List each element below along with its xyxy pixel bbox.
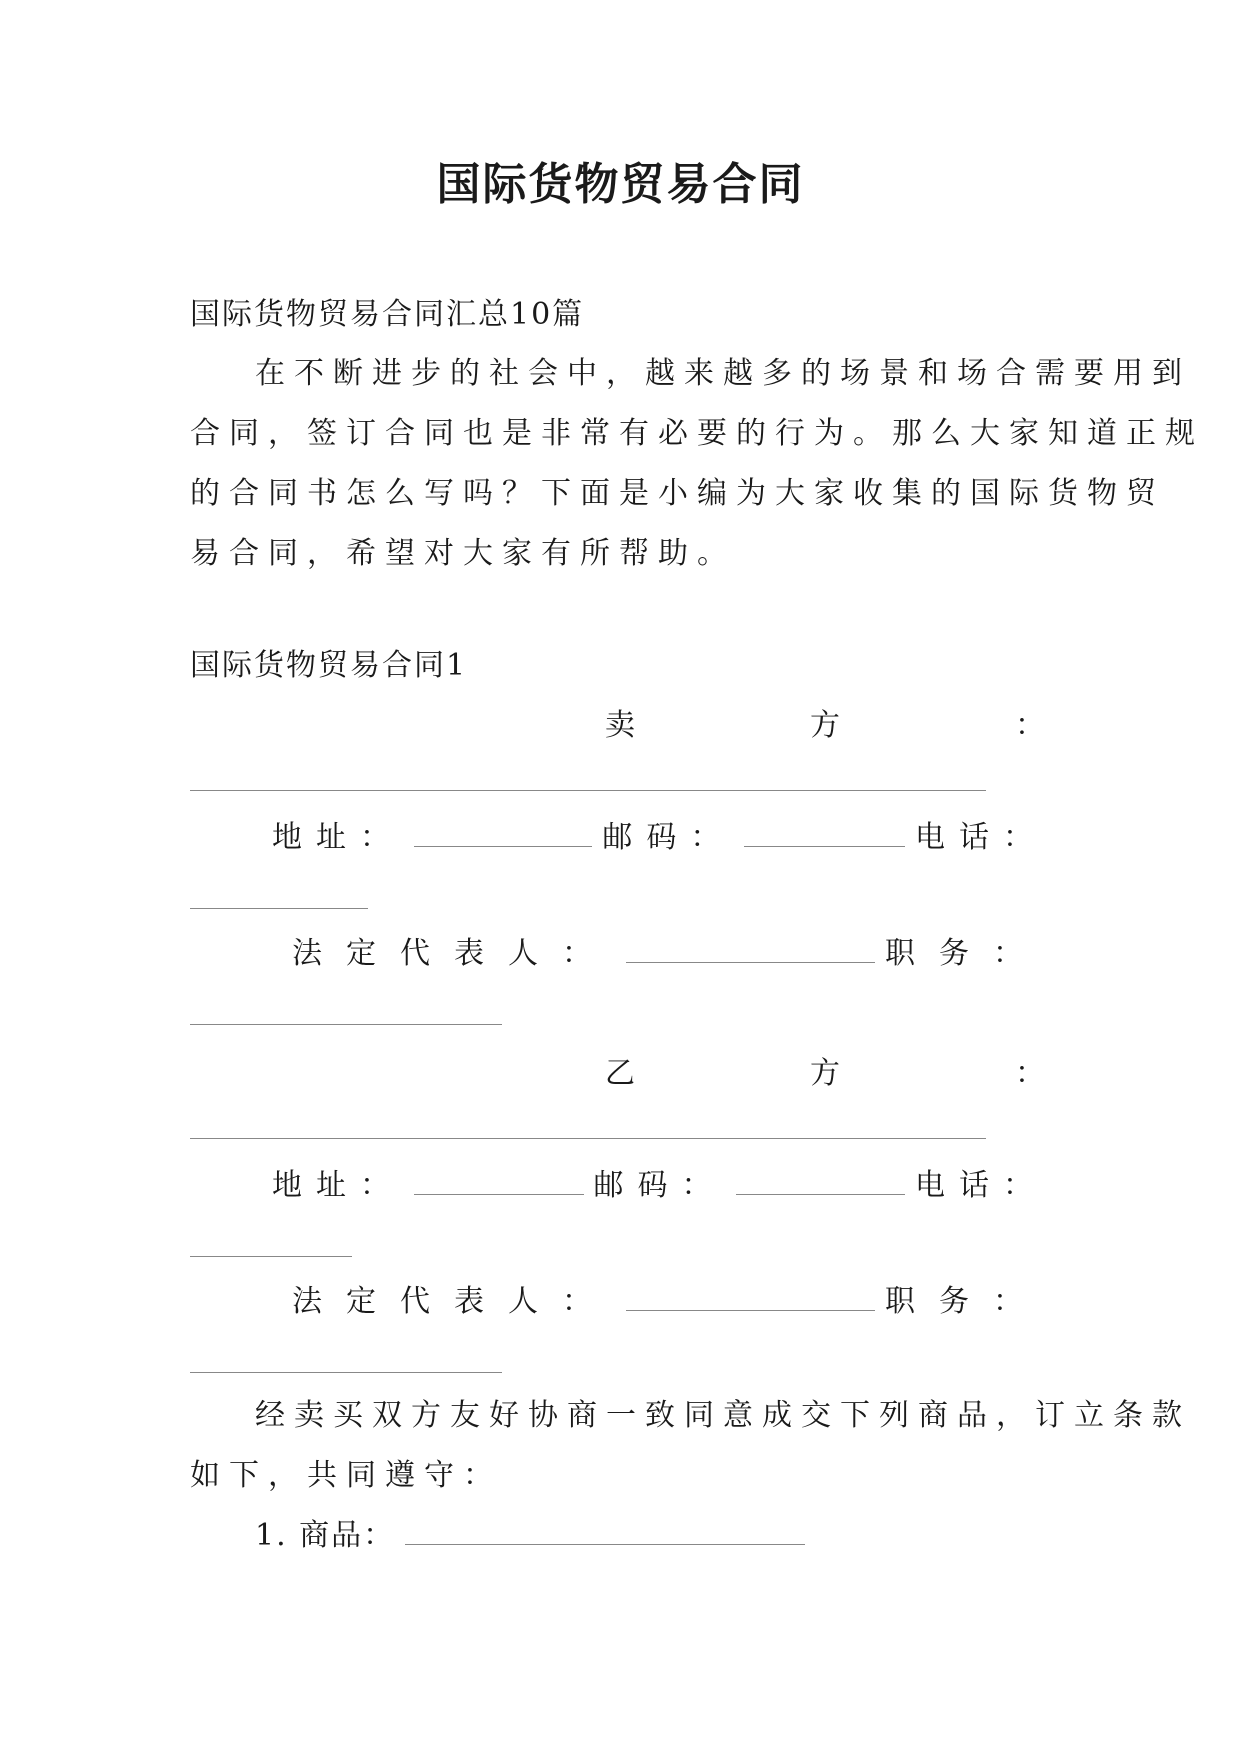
intro-line-4: 易合同，希望对大家有所帮助。	[190, 536, 736, 571]
buyer-party-char-1: 乙	[605, 1056, 635, 1091]
seller-address-blank[interactable]	[414, 812, 592, 847]
seller-party-line	[605, 696, 1045, 756]
buyer-rep-label: 法定代表人：	[292, 1284, 616, 1319]
buyer-contact-row	[272, 1156, 1047, 1216]
buyer-address-label: 地址：	[272, 1168, 404, 1203]
seller-rep-label: 法定代表人：	[292, 936, 616, 971]
agreement-line-2: 如下，共同遵守：	[190, 1458, 502, 1493]
document-subtitle: 国际货物贸易合同汇总10篇	[190, 297, 585, 332]
seller-contact-row	[272, 808, 1047, 868]
seller-title-blank[interactable]	[190, 1024, 502, 1025]
buyer-party-char-2: 方	[810, 1056, 840, 1091]
intro-line-3: 的合同书怎么写吗？下面是小编为大家收集的国际货物贸	[190, 476, 1165, 511]
item1-blank[interactable]	[405, 1510, 805, 1545]
seller-party-char-1: 卖	[605, 708, 635, 743]
seller-phone-blank[interactable]	[190, 908, 368, 909]
buyer-party-line	[605, 1044, 1045, 1104]
buyer-title-blank[interactable]	[190, 1372, 502, 1373]
seller-rep-row	[292, 924, 1047, 984]
buyer-address-blank[interactable]	[414, 1160, 584, 1195]
seller-party-char-2: 方	[810, 708, 840, 743]
item1-label: 1. 商品：	[255, 1518, 396, 1553]
section1-heading: 国际货物贸易合同1	[190, 648, 468, 683]
buyer-title-label: 职务：	[885, 1284, 1047, 1319]
seller-address-label: 地址：	[272, 820, 404, 855]
item1-row	[255, 1506, 1051, 1566]
buyer-postcode-label: 邮码：	[593, 1168, 726, 1203]
seller-postcode-label: 邮码：	[602, 820, 735, 855]
buyer-phone-label: 电话：	[915, 1168, 1047, 1203]
intro-line-2: 合同，签订合同也是非常有必要的行为。那么大家知道正规	[190, 416, 1204, 451]
buyer-phone-blank[interactable]	[190, 1256, 352, 1257]
buyer-rep-row	[292, 1272, 1047, 1332]
buyer-name-blank[interactable]	[190, 1138, 986, 1139]
buyer-postcode-blank[interactable]	[736, 1160, 906, 1195]
seller-phone-label: 电话：	[915, 820, 1047, 855]
seller-party-colon: ：	[1015, 708, 1045, 743]
seller-postcode-blank[interactable]	[744, 812, 905, 847]
buyer-party-colon: ：	[1015, 1056, 1045, 1091]
agreement-line-1: 经卖买双方友好协商一致同意成交下列商品，订立条款	[255, 1398, 1191, 1433]
intro-line-1: 在不断进步的社会中，越来越多的场景和场合需要用到	[255, 356, 1191, 391]
document-title: 国际货物贸易合同	[436, 159, 805, 210]
buyer-rep-blank[interactable]	[626, 1276, 875, 1311]
seller-title-label: 职务：	[885, 936, 1047, 971]
seller-name-blank[interactable]	[190, 790, 986, 791]
seller-rep-blank[interactable]	[626, 928, 875, 963]
